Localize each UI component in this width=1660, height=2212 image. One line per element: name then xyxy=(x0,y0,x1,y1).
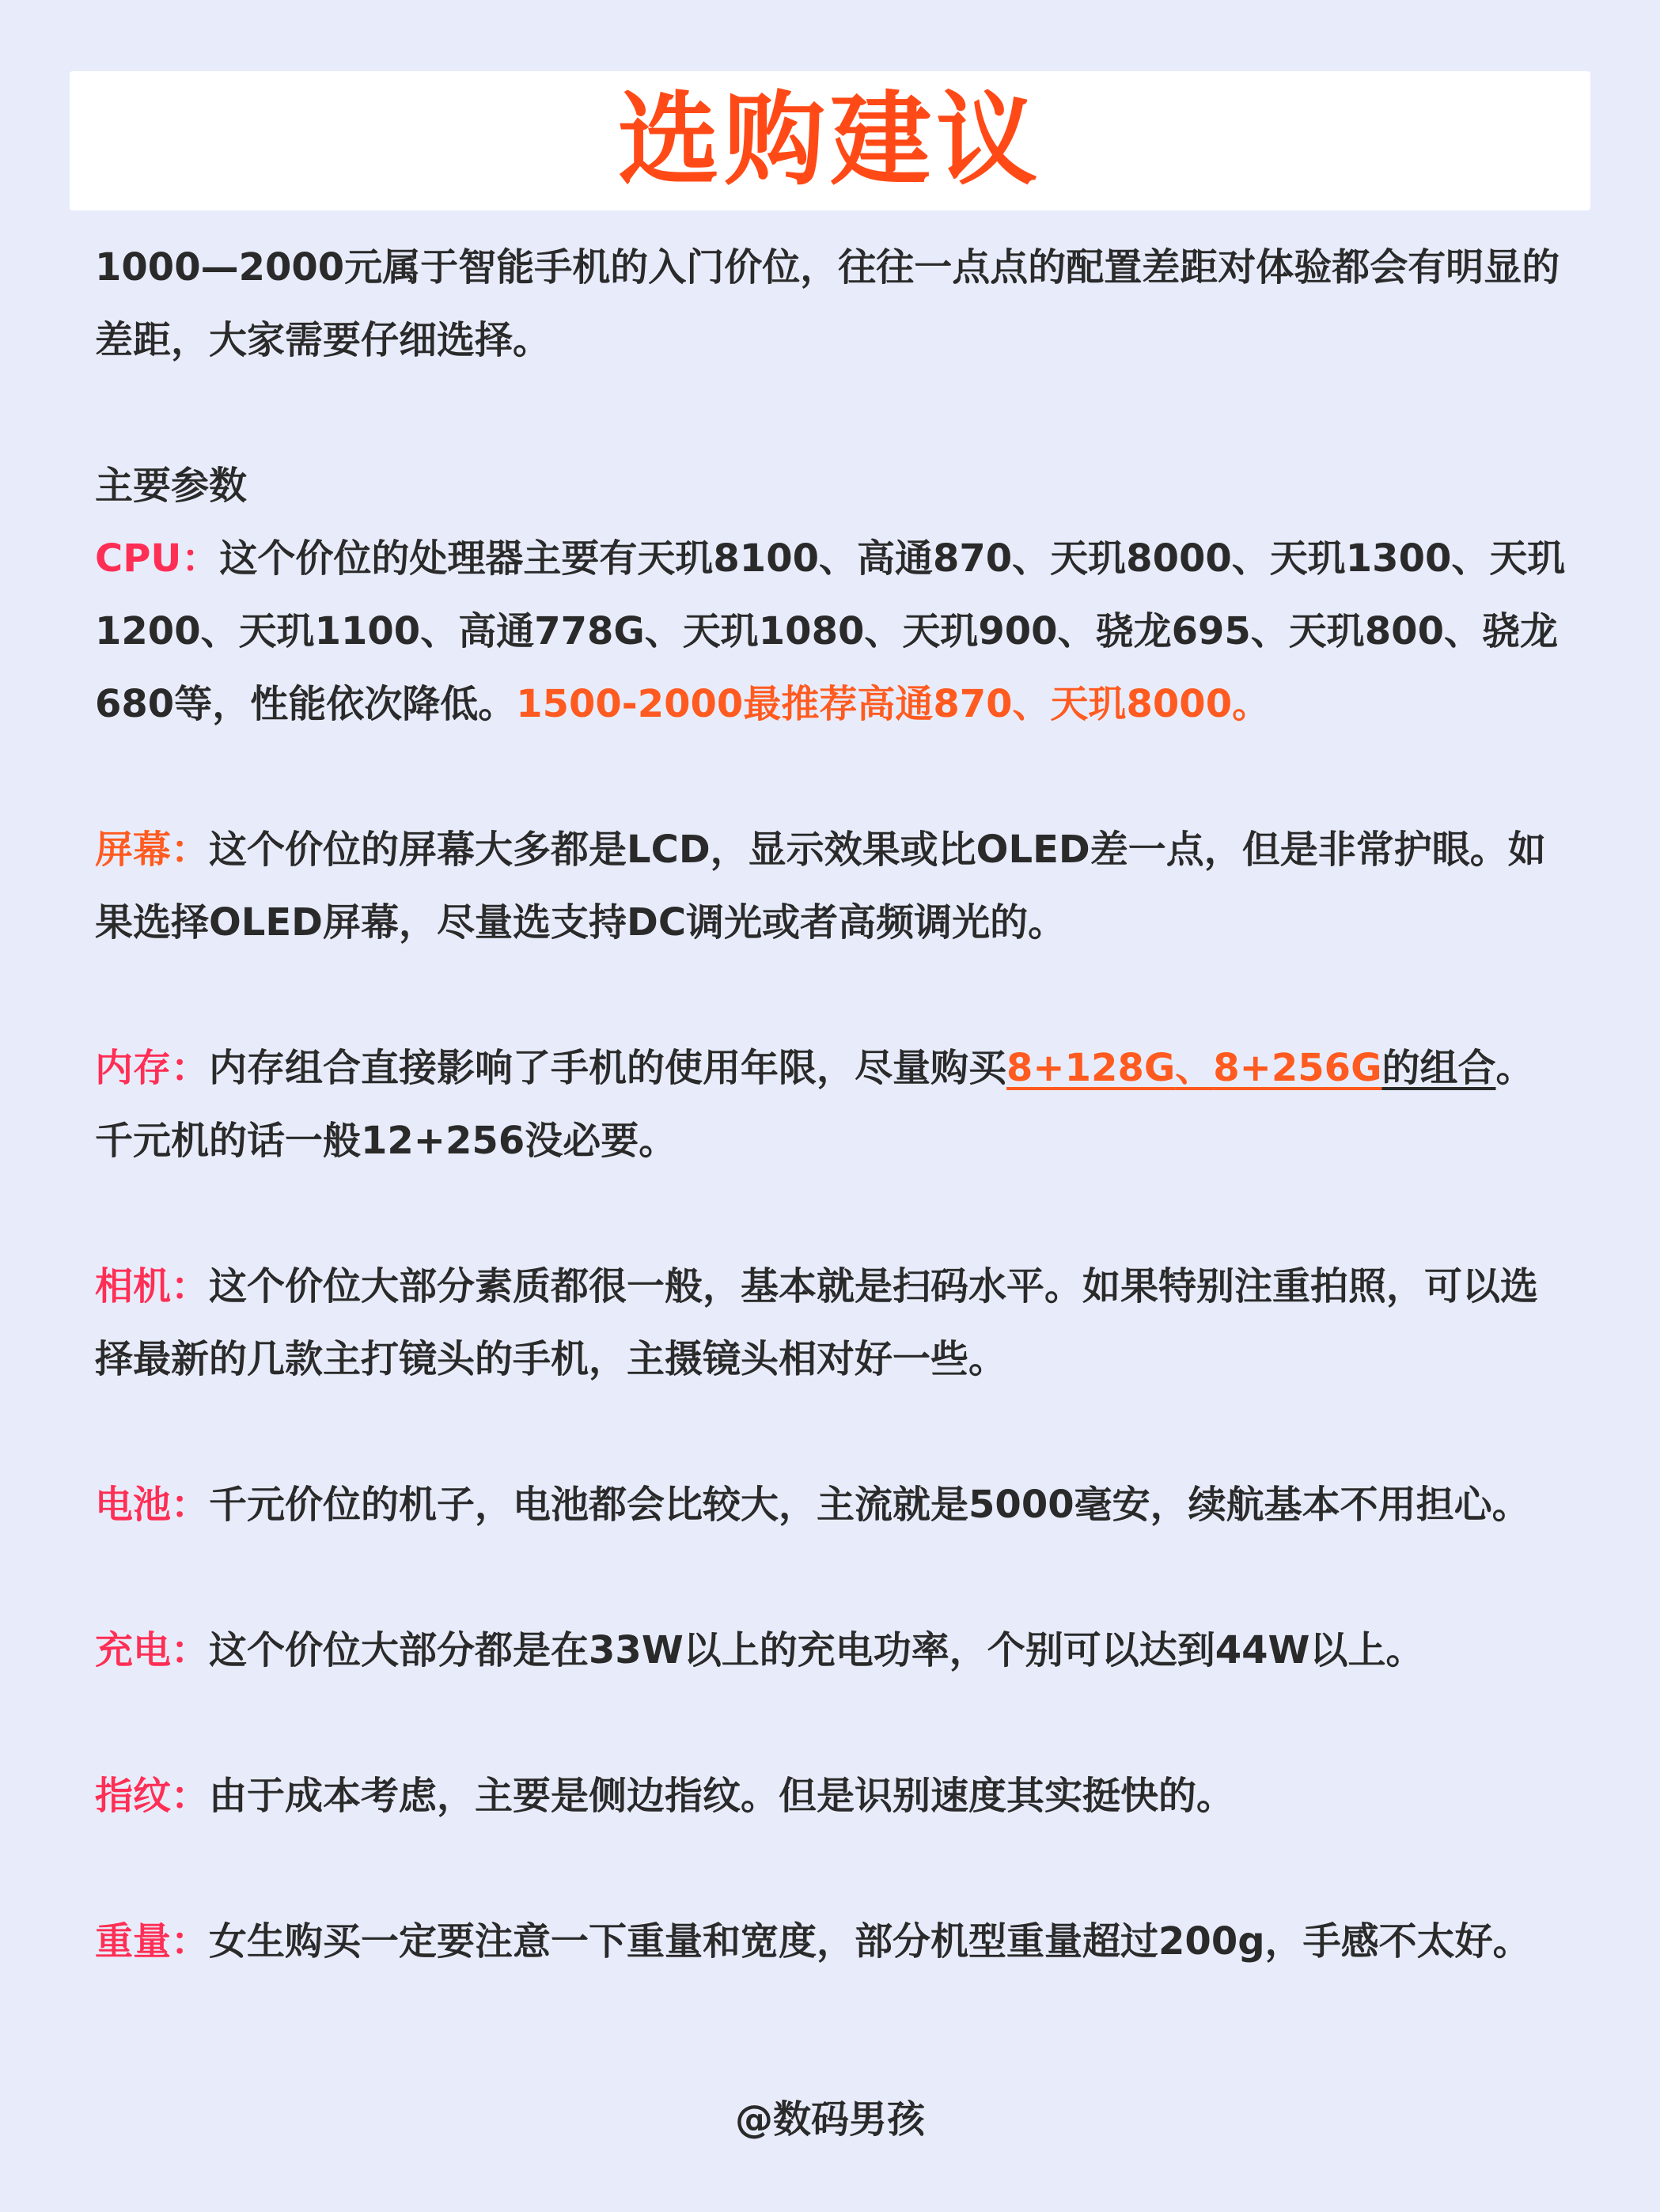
param-cpu xyxy=(95,522,1567,740)
param-label-battery: 电池： xyxy=(95,1483,210,1527)
article-body xyxy=(95,231,1567,1978)
memory-option-8-128: 8+128G xyxy=(1006,1046,1176,1090)
param-highlight-cpu: 1500-2000最推荐高通870、天玑8000。 xyxy=(516,682,1271,726)
memory-option-separator: 、 xyxy=(1175,1046,1214,1090)
param-text-fingerprint: 由于成本考虑，主要是侧边指纹。但是识别速度其实挺快的。 xyxy=(209,1774,1235,1818)
param-label-charging: 充电： xyxy=(95,1628,210,1672)
param-charging xyxy=(95,1614,1567,1687)
param-text-cpu: 这个价位的处理器主要有天玑8100、高通870、天玑8000、天玑1300、天玑1200、天玑1100、高通778G、天玑1080、天玑900、骁龙695、天玑800、骁龙680等，性能依次降低。 xyxy=(95,536,1566,726)
param-camera xyxy=(95,1250,1567,1396)
param-battery xyxy=(95,1468,1567,1541)
section-heading xyxy=(95,449,1567,522)
intro-text: 1000—2000元属于智能手机的入门价位，往往一点点的配置差距对体验都会有明显的差距，大家需要仔细选择。 xyxy=(95,245,1560,362)
author-watermark: @数码男孩 xyxy=(734,2097,925,2142)
param-weight xyxy=(95,1905,1567,1978)
param-label-cpu: CPU： xyxy=(95,536,220,581)
param-text-weight: 女生购买一定要注意一下重量和宽度，部分机型重量超过200g，手感不太好。 xyxy=(209,1919,1531,1964)
param-text-memory-after: 。千元机的话一般12+256没必要。 xyxy=(95,1046,1534,1163)
param-text-screen: 这个价位的屏幕大多都是LCD，显示效果或比OLED差一点，但是非常护眼。如果选择OLED屏幕，尽量选支持DC调光或者高频调光的。 xyxy=(95,828,1546,945)
param-label-weight: 重量： xyxy=(95,1919,210,1964)
param-text-camera: 这个价位大部分素质都很一般，基本就是扫码水平。如果特别注重拍照，可以选择最新的几款主打镜头的手机，主摄镜头相对好一些。 xyxy=(95,1264,1539,1381)
memory-combo-text: 的组合 xyxy=(1381,1046,1496,1090)
param-text-charging: 这个价位大部分都是在33W以上的充电功率，个别可以达到44W以上。 xyxy=(209,1628,1424,1672)
param-label-screen: 屏幕： xyxy=(95,828,210,872)
section-heading-text: 主要参数 xyxy=(95,464,248,508)
param-fingerprint xyxy=(95,1759,1567,1832)
memory-option-8-256: 8+256G xyxy=(1213,1046,1382,1090)
param-text-memory-before: 内存组合直接影响了手机的使用年限，尽量购买 xyxy=(209,1046,1007,1090)
param-label-fingerprint: 指纹： xyxy=(95,1774,210,1818)
param-label-camera: 相机： xyxy=(95,1264,210,1309)
page-title: 选购建议 xyxy=(617,81,1042,199)
title-banner xyxy=(70,71,1590,210)
intro-paragraph xyxy=(95,231,1567,377)
param-screen xyxy=(95,813,1567,959)
param-memory xyxy=(95,1032,1567,1177)
param-label-memory: 内存： xyxy=(95,1046,210,1090)
param-text-battery: 千元价位的机子，电池都会比较大，主流就是5000毫安，续航基本不用担心。 xyxy=(209,1483,1530,1527)
